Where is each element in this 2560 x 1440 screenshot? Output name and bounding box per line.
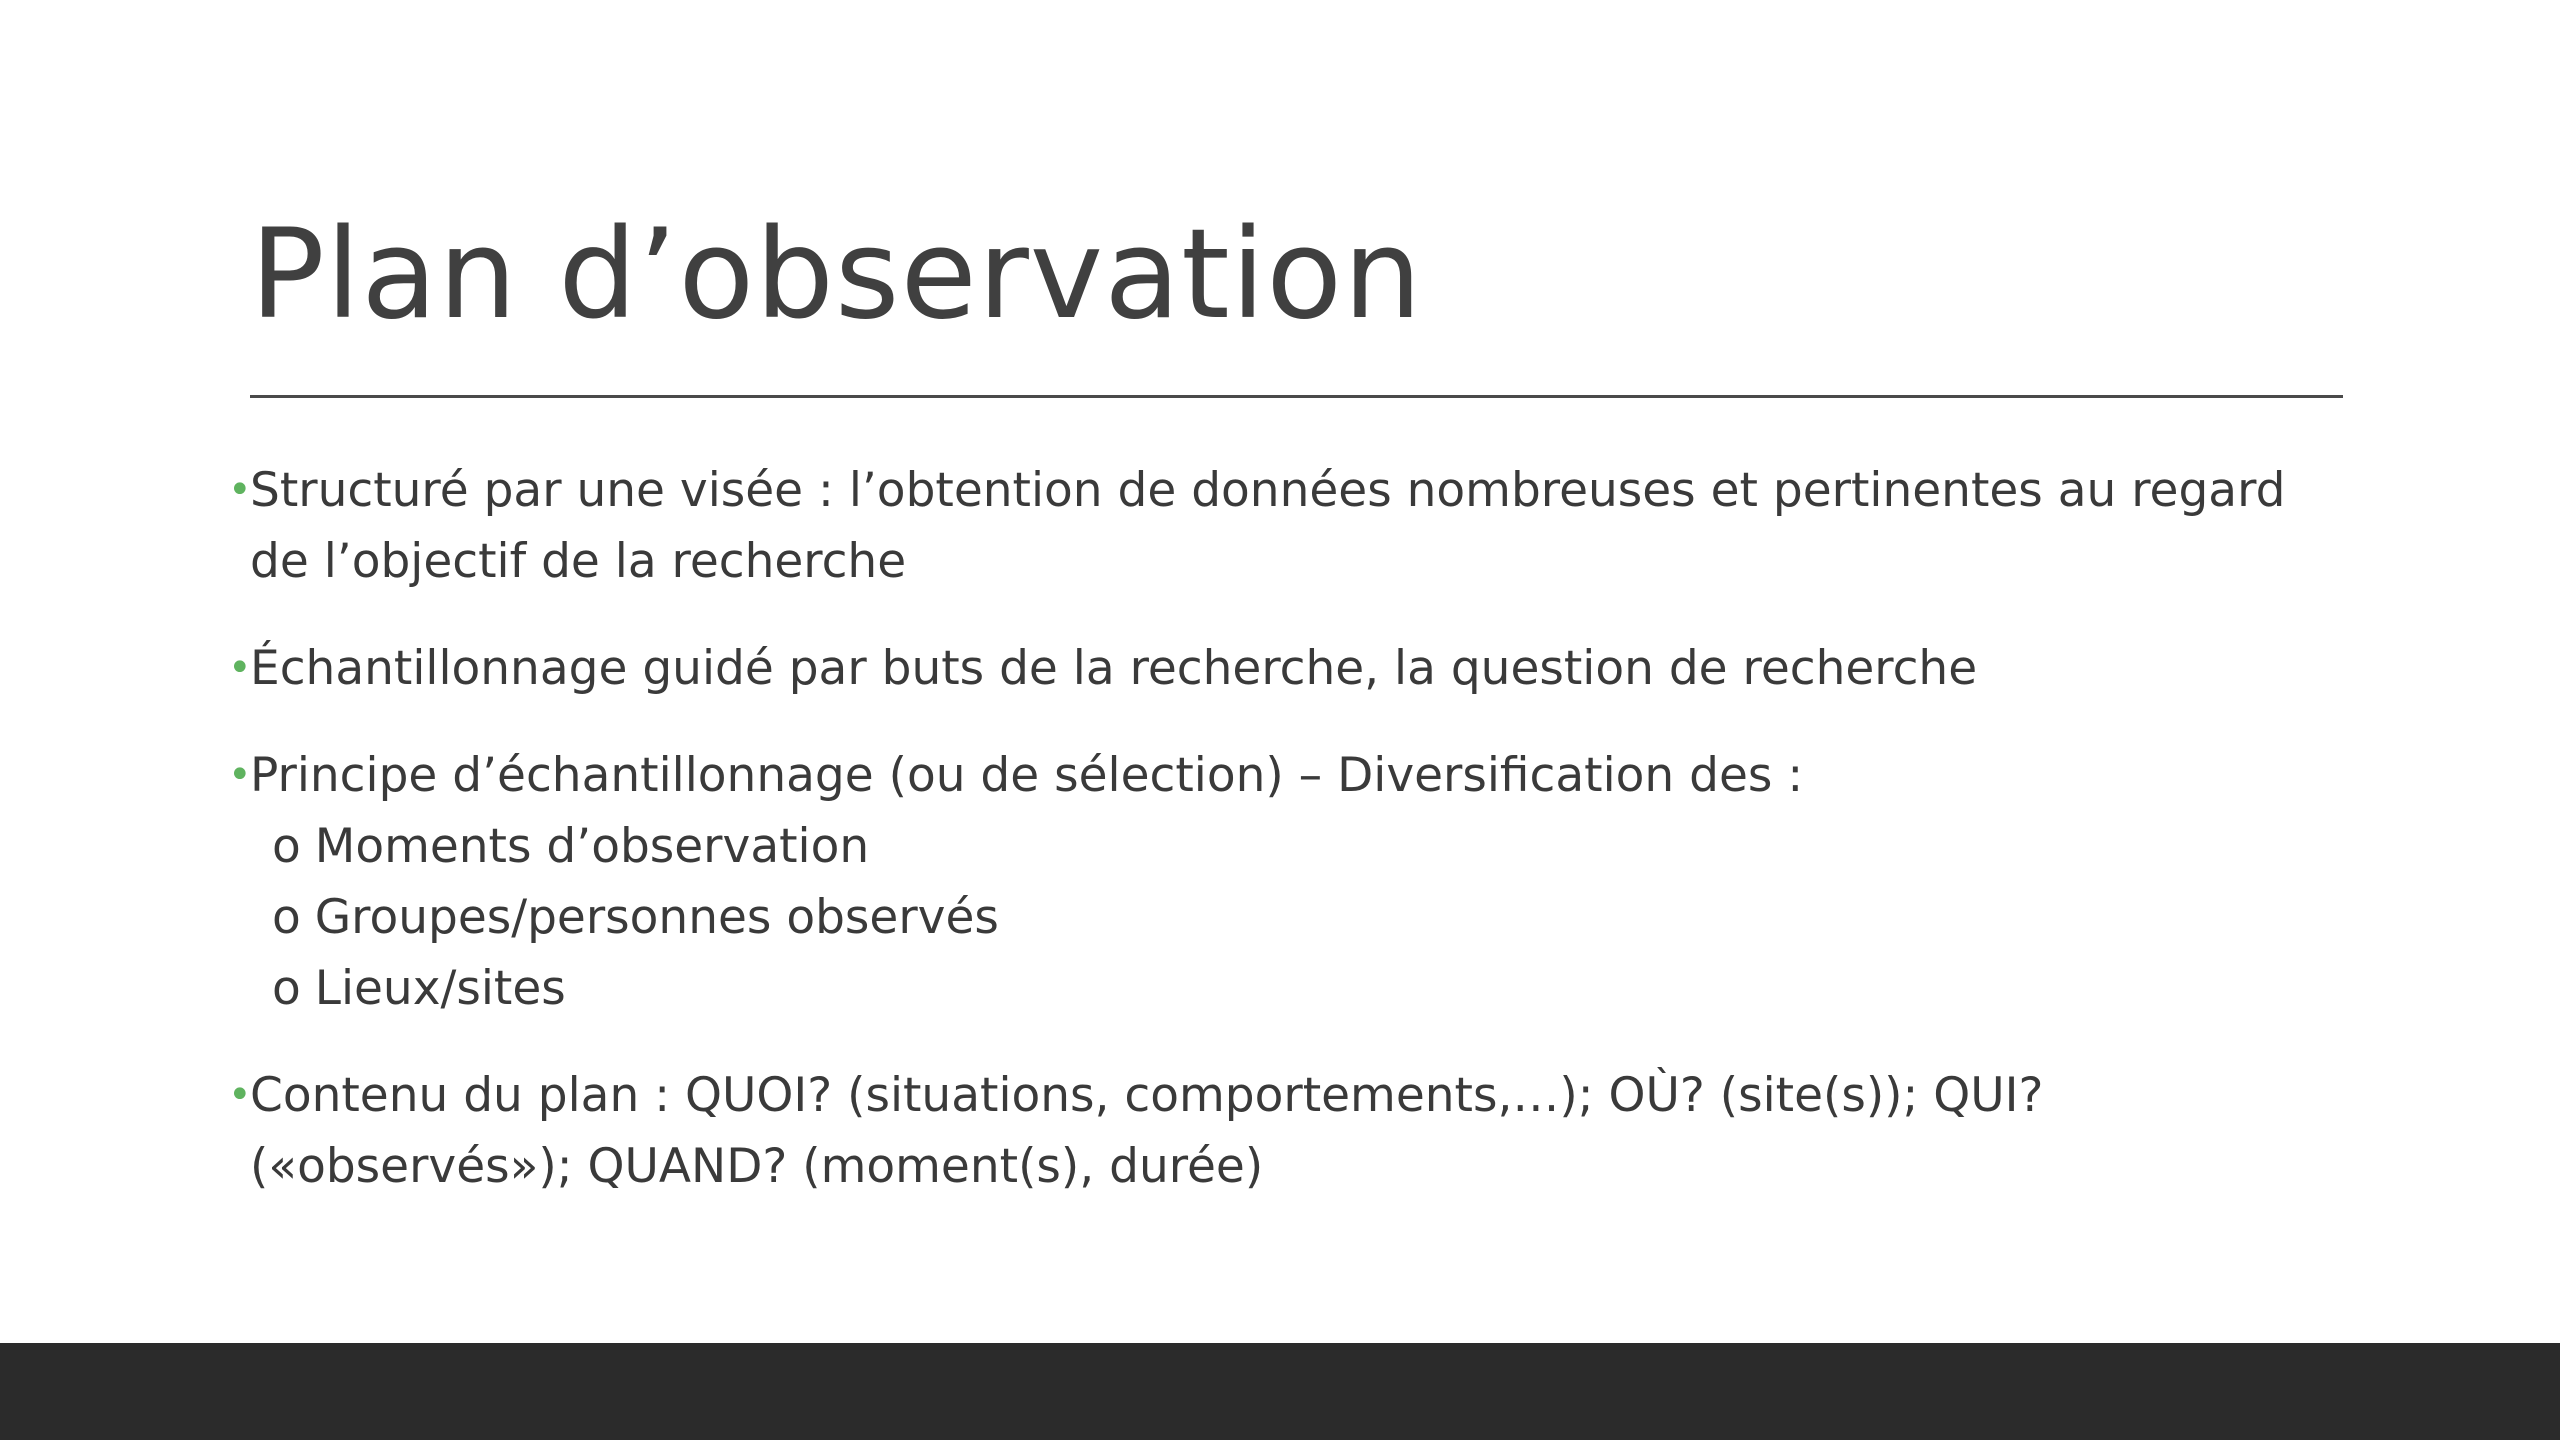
sub-item <box>250 811 2348 882</box>
sub-item-marker: o <box>272 890 301 945</box>
slide-body <box>228 455 2348 1238</box>
sub-item-marker: o <box>272 819 301 874</box>
bullet-dot-icon: • <box>228 467 252 513</box>
sub-item-text: Groupes/personnes observés <box>314 890 999 945</box>
bullet-item <box>228 740 2348 1024</box>
title-divider <box>250 395 2343 398</box>
bullet-text: Contenu du plan : QUOI? (situations, comportements,…); OÙ? (site(s)); QUI? («observés»); QUAND? (moment(s), durée) <box>250 1068 2044 1194</box>
bullet-text: Échantillonnage guidé par buts de la recherche, la question de recherche <box>250 641 1978 696</box>
sub-list <box>250 811 2348 1024</box>
sub-item-marker: o <box>272 961 301 1016</box>
bullet-text: Structuré par une visée : l’obtention de données nombreuses et pertinentes au regard de l’objectif de la recherche <box>250 463 2286 589</box>
sub-item <box>250 953 2348 1024</box>
bullet-dot-icon: • <box>228 1072 252 1118</box>
bullet-item <box>228 633 2348 704</box>
bullet-item <box>228 1060 2348 1202</box>
footer-bar <box>0 1343 2560 1440</box>
bullet-item <box>228 455 2348 597</box>
bullet-text: Principe d’échantillonnage (ou de sélection) – Diversification des : <box>250 748 1804 803</box>
slide-title: Plan d’observation <box>250 203 1423 347</box>
sub-item <box>250 882 2348 953</box>
bullet-dot-icon: • <box>228 752 252 798</box>
sub-item-text: Moments d’observation <box>314 819 870 874</box>
bullet-dot-icon: • <box>228 645 252 691</box>
sub-item-text: Lieux/sites <box>314 961 566 1016</box>
